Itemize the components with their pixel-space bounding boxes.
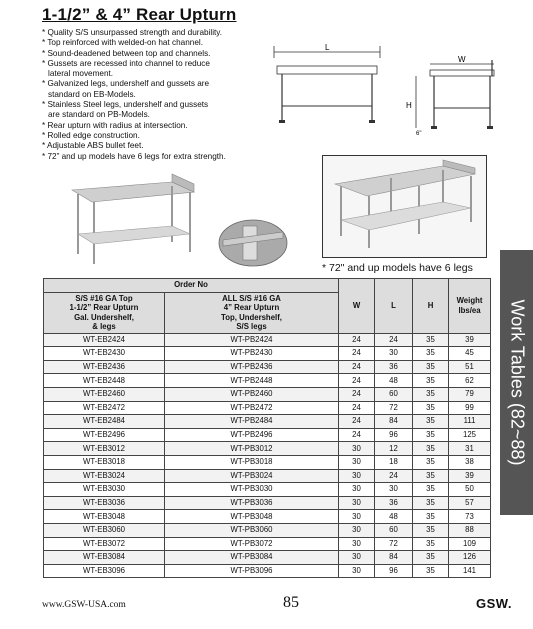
eb-header-line: Gal. Undershelf,: [74, 312, 134, 322]
table-row: [44, 387, 491, 401]
table-row: [44, 551, 491, 565]
pb-model-cell: WT-PB3012: [165, 442, 339, 456]
width-cell: 30: [339, 523, 375, 537]
width-cell: 30: [339, 455, 375, 469]
feature-item: * Sound-deadened between top and channels.: [42, 48, 211, 58]
eb-model-cell: WT-EB2448: [44, 374, 165, 388]
feature-item: * Adjustable ABS bullet feet.: [42, 141, 144, 151]
width-cell: 30: [339, 483, 375, 497]
pb-model-cell: WT-PB3018: [165, 455, 339, 469]
height-cell: 35: [413, 551, 449, 565]
eb-model-cell: WT-EB3060: [44, 523, 165, 537]
pb-model-cell: WT-PB2472: [165, 401, 339, 415]
height-cell: 35: [413, 496, 449, 510]
width-cell: 24: [339, 347, 375, 361]
spec-table-body: [44, 333, 491, 578]
eb-header-line: & legs: [92, 322, 116, 332]
height-cell: 35: [413, 360, 449, 374]
table-row: [44, 360, 491, 374]
length-cell: 30: [375, 483, 413, 497]
gusset-detail-photo: [217, 218, 289, 268]
weight-cell: 51: [449, 360, 491, 374]
weight-cell: 141: [449, 564, 491, 578]
feature-item: * 72” and up models have 6 legs for extra strength.: [42, 151, 226, 161]
length-cell: 12: [375, 442, 413, 456]
length-cell: 36: [375, 496, 413, 510]
feature-item: * Rolled edge construction.: [42, 130, 140, 140]
side-dimension-drawing: [402, 50, 502, 145]
page-title: 1-1/2” & 4” Rear Upturn: [42, 5, 237, 24]
length-cell: 96: [375, 564, 413, 578]
weight-cell: 73: [449, 510, 491, 524]
pb-model-cell: WT-PB3072: [165, 537, 339, 551]
eb-model-cell: WT-EB3024: [44, 469, 165, 483]
width-cell: 30: [339, 551, 375, 565]
pb-model-header: [165, 292, 339, 333]
six-leg-table-photo-frame: [322, 155, 487, 258]
feature-item: * Rear upturn with radius at intersection.: [42, 120, 188, 130]
pb-header-line: 4” Rear Upturn: [223, 303, 280, 313]
eb-model-cell: WT-EB3012: [44, 442, 165, 456]
feature-list: [42, 28, 282, 162]
height-cell: 35: [413, 415, 449, 429]
eb-model-cell: WT-EB3018: [44, 455, 165, 469]
length-header: L: [375, 279, 413, 334]
length-cell: 60: [375, 523, 413, 537]
width-label: W: [458, 55, 466, 64]
height-cell: 35: [413, 428, 449, 442]
height-label: H: [406, 101, 412, 110]
eb-model-cell: WT-EB3030: [44, 483, 165, 497]
pb-header-line: Top, Undershelf,: [221, 312, 282, 322]
weight-cell: 126: [449, 551, 491, 565]
width-cell: 30: [339, 564, 375, 578]
height-cell: 35: [413, 387, 449, 401]
width-header: W: [339, 279, 375, 334]
table-row: [44, 510, 491, 524]
length-cell: 24: [375, 469, 413, 483]
length-cell: 84: [375, 551, 413, 565]
eb-model-cell: WT-EB2436: [44, 360, 165, 374]
weight-cell: 31: [449, 442, 491, 456]
width-cell: 30: [339, 469, 375, 483]
length-cell: 84: [375, 415, 413, 429]
eb-model-cell: WT-EB2484: [44, 415, 165, 429]
width-cell: 24: [339, 333, 375, 347]
eb-model-cell: WT-EB3096: [44, 564, 165, 578]
length-cell: 30: [375, 347, 413, 361]
order-no-header: Order No: [44, 279, 339, 293]
feature-item: * Top reinforced with welded-on hat channel.: [42, 38, 203, 48]
pb-model-cell: WT-PB2448: [165, 374, 339, 388]
height-cell: 35: [413, 537, 449, 551]
six-leg-table-photo: [323, 156, 486, 257]
weight-cell: 79: [449, 387, 491, 401]
pb-model-cell: WT-PB3030: [165, 483, 339, 497]
weight-header: [449, 279, 491, 334]
eb-model-cell: WT-EB2496: [44, 428, 165, 442]
length-cell: 72: [375, 401, 413, 415]
feature-item: * Gussets are recessed into channel to reduce: [42, 58, 210, 68]
pb-model-cell: WT-PB2460: [165, 387, 339, 401]
weight-cell: 50: [449, 483, 491, 497]
pb-header-line: S/S legs: [236, 322, 267, 332]
eb-model-cell: WT-EB3048: [44, 510, 165, 524]
weight-cell: 38: [449, 455, 491, 469]
weight-cell: 45: [449, 347, 491, 361]
weight-cell: 62: [449, 374, 491, 388]
table-row: [44, 442, 491, 456]
height-header: H: [413, 279, 449, 334]
eb-header-line: S/S #16 GA Top: [75, 293, 133, 303]
eb-model-cell: WT-EB2472: [44, 401, 165, 415]
table-row: [44, 564, 491, 578]
width-cell: 30: [339, 442, 375, 456]
length-cell: 18: [375, 455, 413, 469]
height-cell: 35: [413, 455, 449, 469]
pb-model-cell: WT-PB3096: [165, 564, 339, 578]
feature-item: * Quality S/S unsurpassed strength and durability.: [42, 28, 223, 37]
weight-cell: 125: [449, 428, 491, 442]
table-row: [44, 455, 491, 469]
width-cell: 24: [339, 360, 375, 374]
pb-model-cell: WT-PB3024: [165, 469, 339, 483]
height-cell: 35: [413, 469, 449, 483]
pb-model-cell: WT-PB2430: [165, 347, 339, 361]
eb-model-header: [44, 292, 165, 333]
length-cell: 72: [375, 537, 413, 551]
width-cell: 24: [339, 428, 375, 442]
height-cell: 35: [413, 347, 449, 361]
pb-model-cell: WT-PB2484: [165, 415, 339, 429]
gsw-logo: GSW.: [476, 596, 512, 611]
weight-cell: 109: [449, 537, 491, 551]
eb-model-cell: WT-EB3036: [44, 496, 165, 510]
pb-model-cell: WT-PB3060: [165, 523, 339, 537]
length-cell: 36: [375, 360, 413, 374]
pb-model-cell: WT-PB3084: [165, 551, 339, 565]
height-cell: 35: [413, 333, 449, 347]
height-cell: 35: [413, 510, 449, 524]
feature-item: standard on EB-Models.: [48, 89, 136, 99]
width-cell: 30: [339, 537, 375, 551]
height-cell: 35: [413, 483, 449, 497]
height-cell: 35: [413, 374, 449, 388]
feature-item: are standard on PB-Models.: [48, 110, 150, 120]
eb-model-cell: WT-EB2424: [44, 333, 165, 347]
table-row: [44, 523, 491, 537]
weight-cell: 99: [449, 401, 491, 415]
weight-cell: 57: [449, 496, 491, 510]
width-cell: 24: [339, 387, 375, 401]
table-row: [44, 401, 491, 415]
length-cell: 24: [375, 333, 413, 347]
spec-table: [43, 278, 491, 578]
table-row: [44, 496, 491, 510]
foot-height-label: 6": [416, 131, 422, 137]
section-side-tab: [500, 250, 533, 515]
six-legs-caption: * 72" and up models have 6 legs: [322, 262, 473, 274]
length-cell: 48: [375, 510, 413, 524]
feature-item: lateral movement.: [48, 69, 114, 79]
section-tab-label: Work Tables (82~88): [507, 299, 528, 466]
eb-model-cell: WT-EB2430: [44, 347, 165, 361]
weight-header-line: Weight: [456, 296, 483, 306]
eb-model-cell: WT-EB2460: [44, 387, 165, 401]
eb-model-cell: WT-EB3072: [44, 537, 165, 551]
width-cell: 24: [339, 374, 375, 388]
table-row: [44, 537, 491, 551]
length-label: L: [325, 43, 330, 52]
weight-cell: 111: [449, 415, 491, 429]
feature-item: * Galvanized legs, undershelf and gussets are: [42, 79, 210, 89]
pb-model-cell: WT-PB3036: [165, 496, 339, 510]
table-row: [44, 469, 491, 483]
pb-model-cell: WT-PB3048: [165, 510, 339, 524]
height-cell: 35: [413, 442, 449, 456]
length-cell: 96: [375, 428, 413, 442]
table-row: [44, 374, 491, 388]
width-cell: 30: [339, 510, 375, 524]
feature-item: * Stainless Steel legs, undershelf and gussets: [42, 100, 209, 110]
weight-header-unit: lbs/ea: [458, 305, 481, 315]
weight-cell: 88: [449, 523, 491, 537]
weight-cell: 39: [449, 333, 491, 347]
table-row: [44, 483, 491, 497]
eb-model-cell: WT-EB3084: [44, 551, 165, 565]
weight-cell: 39: [449, 469, 491, 483]
pb-header-line: ALL S/S #16 GA: [222, 293, 281, 303]
table-row: [44, 347, 491, 361]
page-number: 85: [283, 594, 299, 611]
website-url: www.GSW-USA.com: [42, 600, 126, 610]
table-row: [44, 428, 491, 442]
pb-model-cell: WT-PB2436: [165, 360, 339, 374]
width-cell: 30: [339, 496, 375, 510]
height-cell: 35: [413, 523, 449, 537]
front-dimension-drawing: [262, 40, 392, 130]
table-row: [44, 415, 491, 429]
width-cell: 24: [339, 401, 375, 415]
pb-model-cell: WT-PB2424: [165, 333, 339, 347]
eb-header-line: 1-1/2” Rear Upturn: [69, 303, 139, 313]
width-cell: 24: [339, 415, 375, 429]
table-photo-small: [62, 168, 202, 268]
table-row: [44, 333, 491, 347]
length-cell: 48: [375, 374, 413, 388]
pb-model-cell: WT-PB2496: [165, 428, 339, 442]
length-cell: 60: [375, 387, 413, 401]
height-cell: 35: [413, 401, 449, 415]
height-cell: 35: [413, 564, 449, 578]
